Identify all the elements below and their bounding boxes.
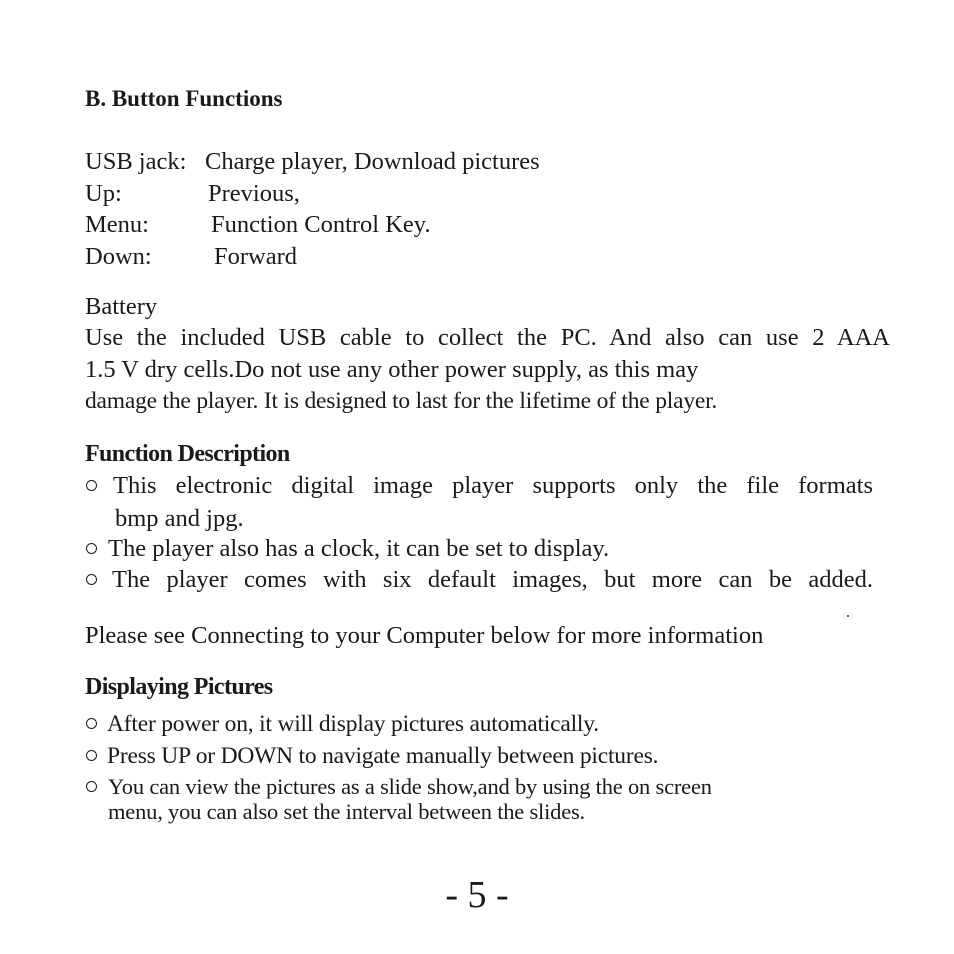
battery-line-1: Use the included USB cable to collect the PC. And also can use 2 AAA: [85, 324, 890, 351]
display-bullet-3-line-2: menu, you can also set the interval between the slides.: [108, 799, 585, 824]
bullet-icon: [86, 718, 97, 729]
page-number: - 5 -: [445, 874, 509, 916]
display-bullet-1-line-1: After power on, it will display pictures automatically.: [107, 711, 599, 737]
bullet-icon: [86, 781, 97, 792]
display-bullet-3-marker: [86, 773, 105, 801]
function-bullet-3-line-1: The player comes with six default images, but more can be added.: [112, 566, 873, 593]
bullet-icon: [86, 480, 97, 491]
button-value-up: Previous,: [208, 180, 300, 207]
function-bullet-2-marker: [86, 535, 105, 563]
button-key-usb: USB jack:: [85, 148, 187, 175]
function-bullet-2-line-1: The player also has a clock, it can be set to display.: [108, 535, 610, 562]
stray-dot: [847, 615, 849, 617]
display-bullet-3-line-1: You can view the pictures as a slide show,and by using the on screen: [108, 774, 712, 799]
display-bullet-2-line-1: Press UP or DOWN to navigate manually between pictures.: [107, 743, 659, 769]
bullet-icon: [86, 574, 97, 585]
function-bullet-3-marker: [86, 566, 105, 594]
more-information-note: Please see Connecting to your Computer below for more information: [85, 622, 764, 649]
section-title-button-functions: B. Button Functions: [85, 86, 283, 111]
button-value-menu: Function Control Key.: [211, 211, 431, 238]
display-bullet-1-marker: [86, 710, 105, 738]
battery-title: Battery: [85, 293, 158, 320]
function-bullet-1-line-2: bmp and jpg.: [115, 505, 244, 532]
button-value-down: Forward: [214, 243, 298, 270]
battery-line-2: 1.5 V dry cells.Do not use any other power supply, as this may: [85, 356, 699, 383]
function-bullet-1-marker: [86, 472, 105, 500]
bullet-icon: [86, 750, 97, 761]
button-key-menu: Menu:: [85, 211, 149, 238]
button-value-usb: Charge player, Download pictures: [205, 148, 540, 175]
bullet-icon: [86, 543, 97, 554]
display-bullet-2-marker: [86, 742, 105, 770]
battery-line-3: damage the player. It is designed to last for the lifetime of the player.: [85, 388, 718, 414]
function-description-title: Function Description: [85, 441, 290, 467]
button-key-down: Down:: [85, 243, 152, 270]
displaying-pictures-title: Displaying Pictures: [85, 674, 273, 700]
function-bullet-1-line-1: This electronic digital image player supports only the file formats: [113, 472, 873, 499]
button-key-up: Up:: [85, 180, 122, 207]
